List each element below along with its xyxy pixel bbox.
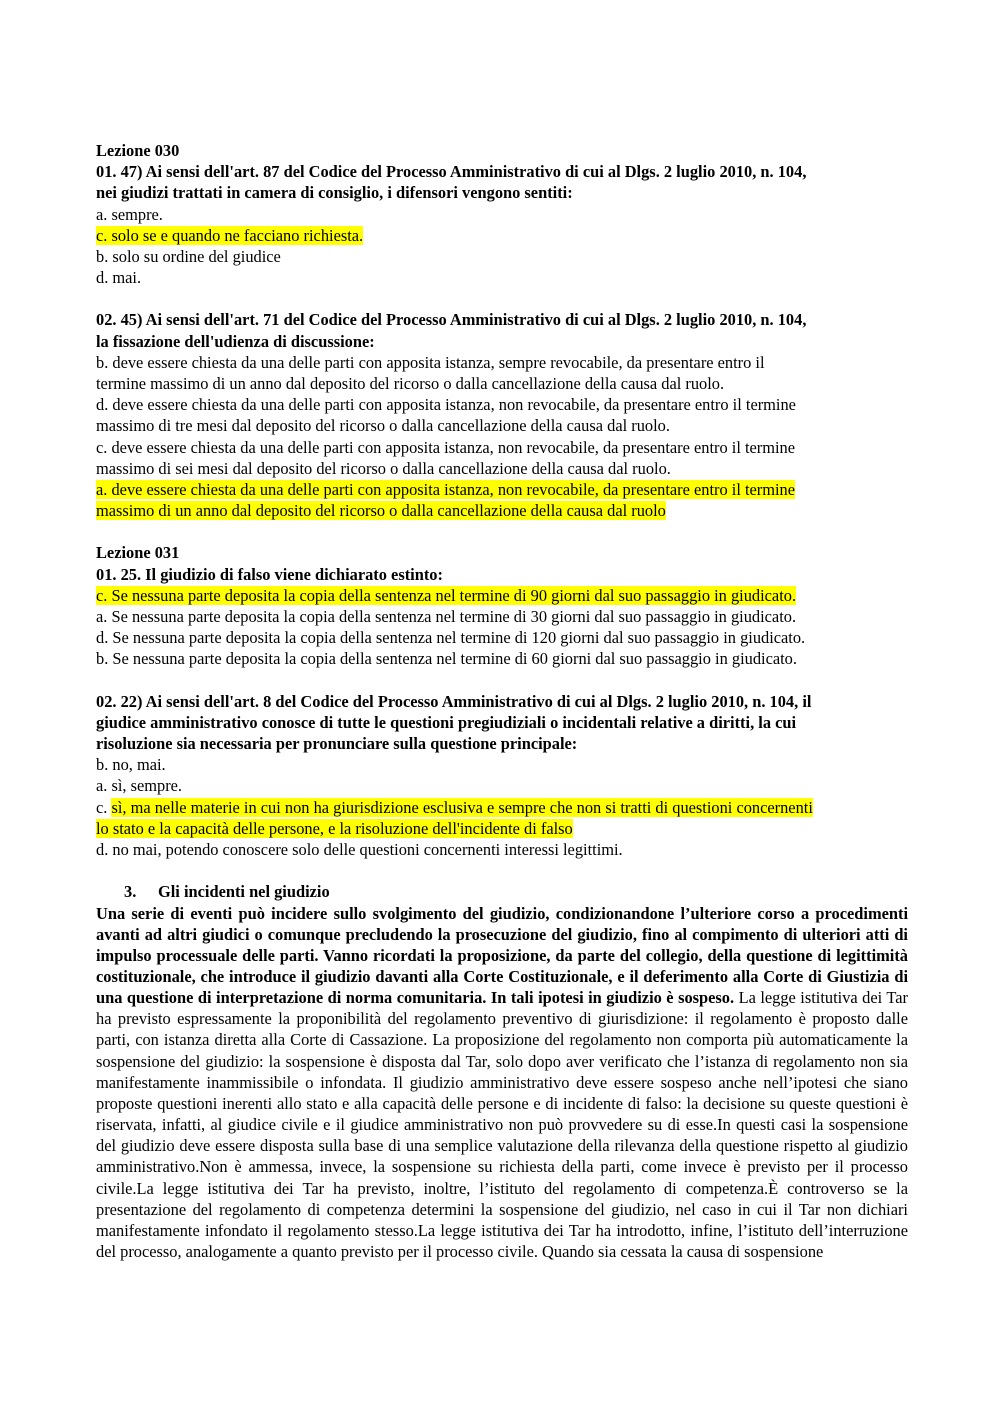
lesson-heading: Lezione 030 [96, 141, 180, 160]
question-text: 02. 22) Ai sensi dell'art. 8 del Codice del Processo Amministrativo di cui al Dlgs. 2 luglio 2010, n. 104, il [96, 691, 812, 711]
question-text: risoluzione sia necessaria per pronunciare sulla questione principale: [96, 734, 578, 754]
answer-option [96, 754, 908, 775]
answer-option [96, 394, 908, 415]
answer-text: a. Se nessuna parte deposita la copia della sentenza nel termine di 30 giorni dal suo passaggio in giudicato. [96, 607, 797, 627]
answer-text-highlighted: sì, ma nelle materie in cui non ha giurisdizione esclusiva e sempre che non si tratti di questioni concernenti [111, 797, 813, 817]
answer-text: b. Se nessuna parte deposita la copia della sentenza nel termine di 60 giorni dal suo passaggio in giudicato. [96, 649, 797, 669]
question-text: 01. 25. Il giudizio di falso viene dichiarato estinto: [96, 564, 443, 584]
answer-option [96, 458, 908, 479]
answer-text-highlighted: c. solo se e quando ne facciano richiesta. [96, 225, 364, 245]
answer-option [96, 627, 908, 648]
answer-text: a. sì, sempre. [96, 776, 183, 796]
answer-option [96, 373, 908, 394]
answer-option [96, 648, 908, 669]
answer-text: termine massimo di un anno dal deposito del ricorso o dalla cancellazione della causa dal ruolo. [96, 374, 725, 394]
answer-text-highlighted: lo stato e la capacità delle persone, e la risoluzione dell'incidente di falso [96, 818, 573, 838]
answer-option-correct [96, 818, 908, 839]
spacer [96, 288, 908, 309]
answer-option [96, 775, 908, 796]
section-title: Gli incidenti nel giudizio [158, 882, 330, 902]
answer-option [96, 246, 908, 267]
answer-text: a. sempre. [96, 204, 163, 224]
spacer [96, 860, 908, 881]
section-number: 3. [124, 882, 137, 902]
answer-option-correct [96, 225, 908, 246]
question-block [96, 309, 908, 521]
answer-text: d. no mai, potendo conoscere solo delle questioni concernenti interessi legittimi. [96, 840, 623, 860]
answer-text-highlighted: massimo di un anno dal deposito del ricorso o dalla cancellazione della causa dal ruolo [96, 501, 666, 521]
question-text: nei giudizi trattati in camera di consiglio, i difensori vengono sentiti: [96, 183, 573, 203]
answer-option-correct [96, 500, 908, 521]
answer-text: d. deve essere chiesta da una delle parti con apposita istanza, non revocabile, da presentare entro il termine [96, 395, 796, 415]
answer-option-correct [96, 479, 908, 500]
section-heading [96, 881, 908, 902]
question-block [96, 691, 908, 861]
answer-option [96, 606, 908, 627]
paragraph-bold-text: Una serie di eventi può incidere sullo svolgimento del giudizio, condizionandone l’ulteriore corso a procedimenti avanti ad altri giudici o comunque precludendo la prosecuzione del giudizio, fino al compimento di ulteriori atti di impulso processuale delle parti. Vanno ricordati la proposizione, da parte del collegio, della questione di legittimità costituzionale, che introduce il giudizio davanti alla Corte Costituzionale, e il deferimento alla Corte di Giustizia di una questione di interpretazione di norma comunitaria. In tali ipotesi in giudizio è sospeso. [96, 903, 908, 1008]
answer-text: c. deve essere chiesta da una delle parti con apposita istanza, non revocabile, da presentare entro il termine [96, 437, 796, 457]
section-paragraph [96, 903, 908, 1263]
answer-text: massimo di sei mesi dal deposito del ricorso o dalla cancellazione della causa dal ruolo. [96, 458, 671, 478]
answer-option [96, 839, 908, 860]
answer-option [96, 204, 908, 225]
answer-text: b. deve essere chiesta da una delle parti con apposita istanza, sempre revocabile, da presentare entro il [96, 352, 765, 372]
lesson-heading: Lezione 031 [96, 543, 180, 563]
question-block [96, 161, 908, 288]
answer-text: d. mai. [96, 268, 142, 288]
spacer [96, 521, 908, 542]
answer-option [96, 437, 908, 458]
answer-option-correct [96, 585, 908, 606]
answer-option-correct [96, 797, 908, 818]
answer-option [96, 415, 908, 436]
question-text: giudice amministrativo conosce di tutte le questioni pregiudiziali o incidentali relative a diritti, la cui [96, 712, 797, 732]
answer-option [96, 352, 908, 373]
answer-text: b. solo su ordine del giudice [96, 247, 281, 267]
paragraph-regular-text: La legge istitutiva dei Tar ha previsto espressamente la proponibilità del regolamento preventivo di giurisdizione: il regolamento è proposto dalle parti, con istanza diretta alla Corte di Cassazione. La proposizione del regolamento non comporta più automaticamente la sospensione del giudizio: la sospensione è disposta dal Tar, solo dopo aver verificato che l’istanza di regolamento non sia manifestamente inammissibile o infondata. Il giudizio amministrativo deve essere sospeso anche nell’ipotesi che siano proposte questioni inerenti allo stato e alla capacità delle persone e di incidente di falso: la decisione su queste questioni è riservata, infatti, al giudice civile e il giudice amministrativo non può provvedere su di esse.In questi casi la sospensione del giudizio deve essere disposta sulla base di una semplice valutazione della rilevanza della questione rispetto al giudizio amministrativo.Non è ammessa, invece, la sospensione su richiesta della parti, come invece è previsto per il processo civile.La legge istitutiva dei Tar ha previsto, inoltre, l’istituto del regolamento di competenza.È controverso se la presentazione del regolamento di competenza determini la sospensione del giudizio, nel caso in cui il Tar non dichiari manifestamente infondato il regolamento stesso.La legge istitutiva dei Tar ha introdotto, infine, l’istituto dell’interruzione del processo, analogamente a quanto previsto per il processo civile. Quando sia cessata la causa di sospensione [96, 988, 908, 1261]
question-text: 02. 45) Ai sensi dell'art. 71 del Codice del Processo Amministrativo di cui al Dlgs. 2 luglio 2010, n. 104, [96, 310, 807, 330]
answer-text-highlighted: c. Se nessuna parte deposita la copia della sentenza nel termine di 90 giorni dal suo passaggio in giudicato. [96, 585, 797, 605]
question-block [96, 564, 908, 670]
spacer [96, 670, 908, 691]
answer-prefix: c. [96, 797, 112, 817]
question-text: 01. 47) Ai sensi dell'art. 87 del Codice del Processo Amministrativo di cui al Dlgs. 2 luglio 2010, n. 104, [96, 162, 807, 182]
answer-text-highlighted: a. deve essere chiesta da una delle parti con apposita istanza, non revocabile, da presentare entro il termine [96, 480, 796, 500]
document-page [96, 140, 908, 1262]
answer-text: b. no, mai. [96, 755, 166, 775]
question-text: la fissazione dell'udienza di discussione: [96, 331, 375, 351]
answer-option [96, 267, 908, 288]
answer-text: massimo di tre mesi dal deposito del ricorso o dalla cancellazione della causa dal ruolo. [96, 416, 670, 436]
answer-text: d. Se nessuna parte deposita la copia della sentenza nel termine di 120 giorni dal suo passaggio in giudicato. [96, 628, 806, 648]
